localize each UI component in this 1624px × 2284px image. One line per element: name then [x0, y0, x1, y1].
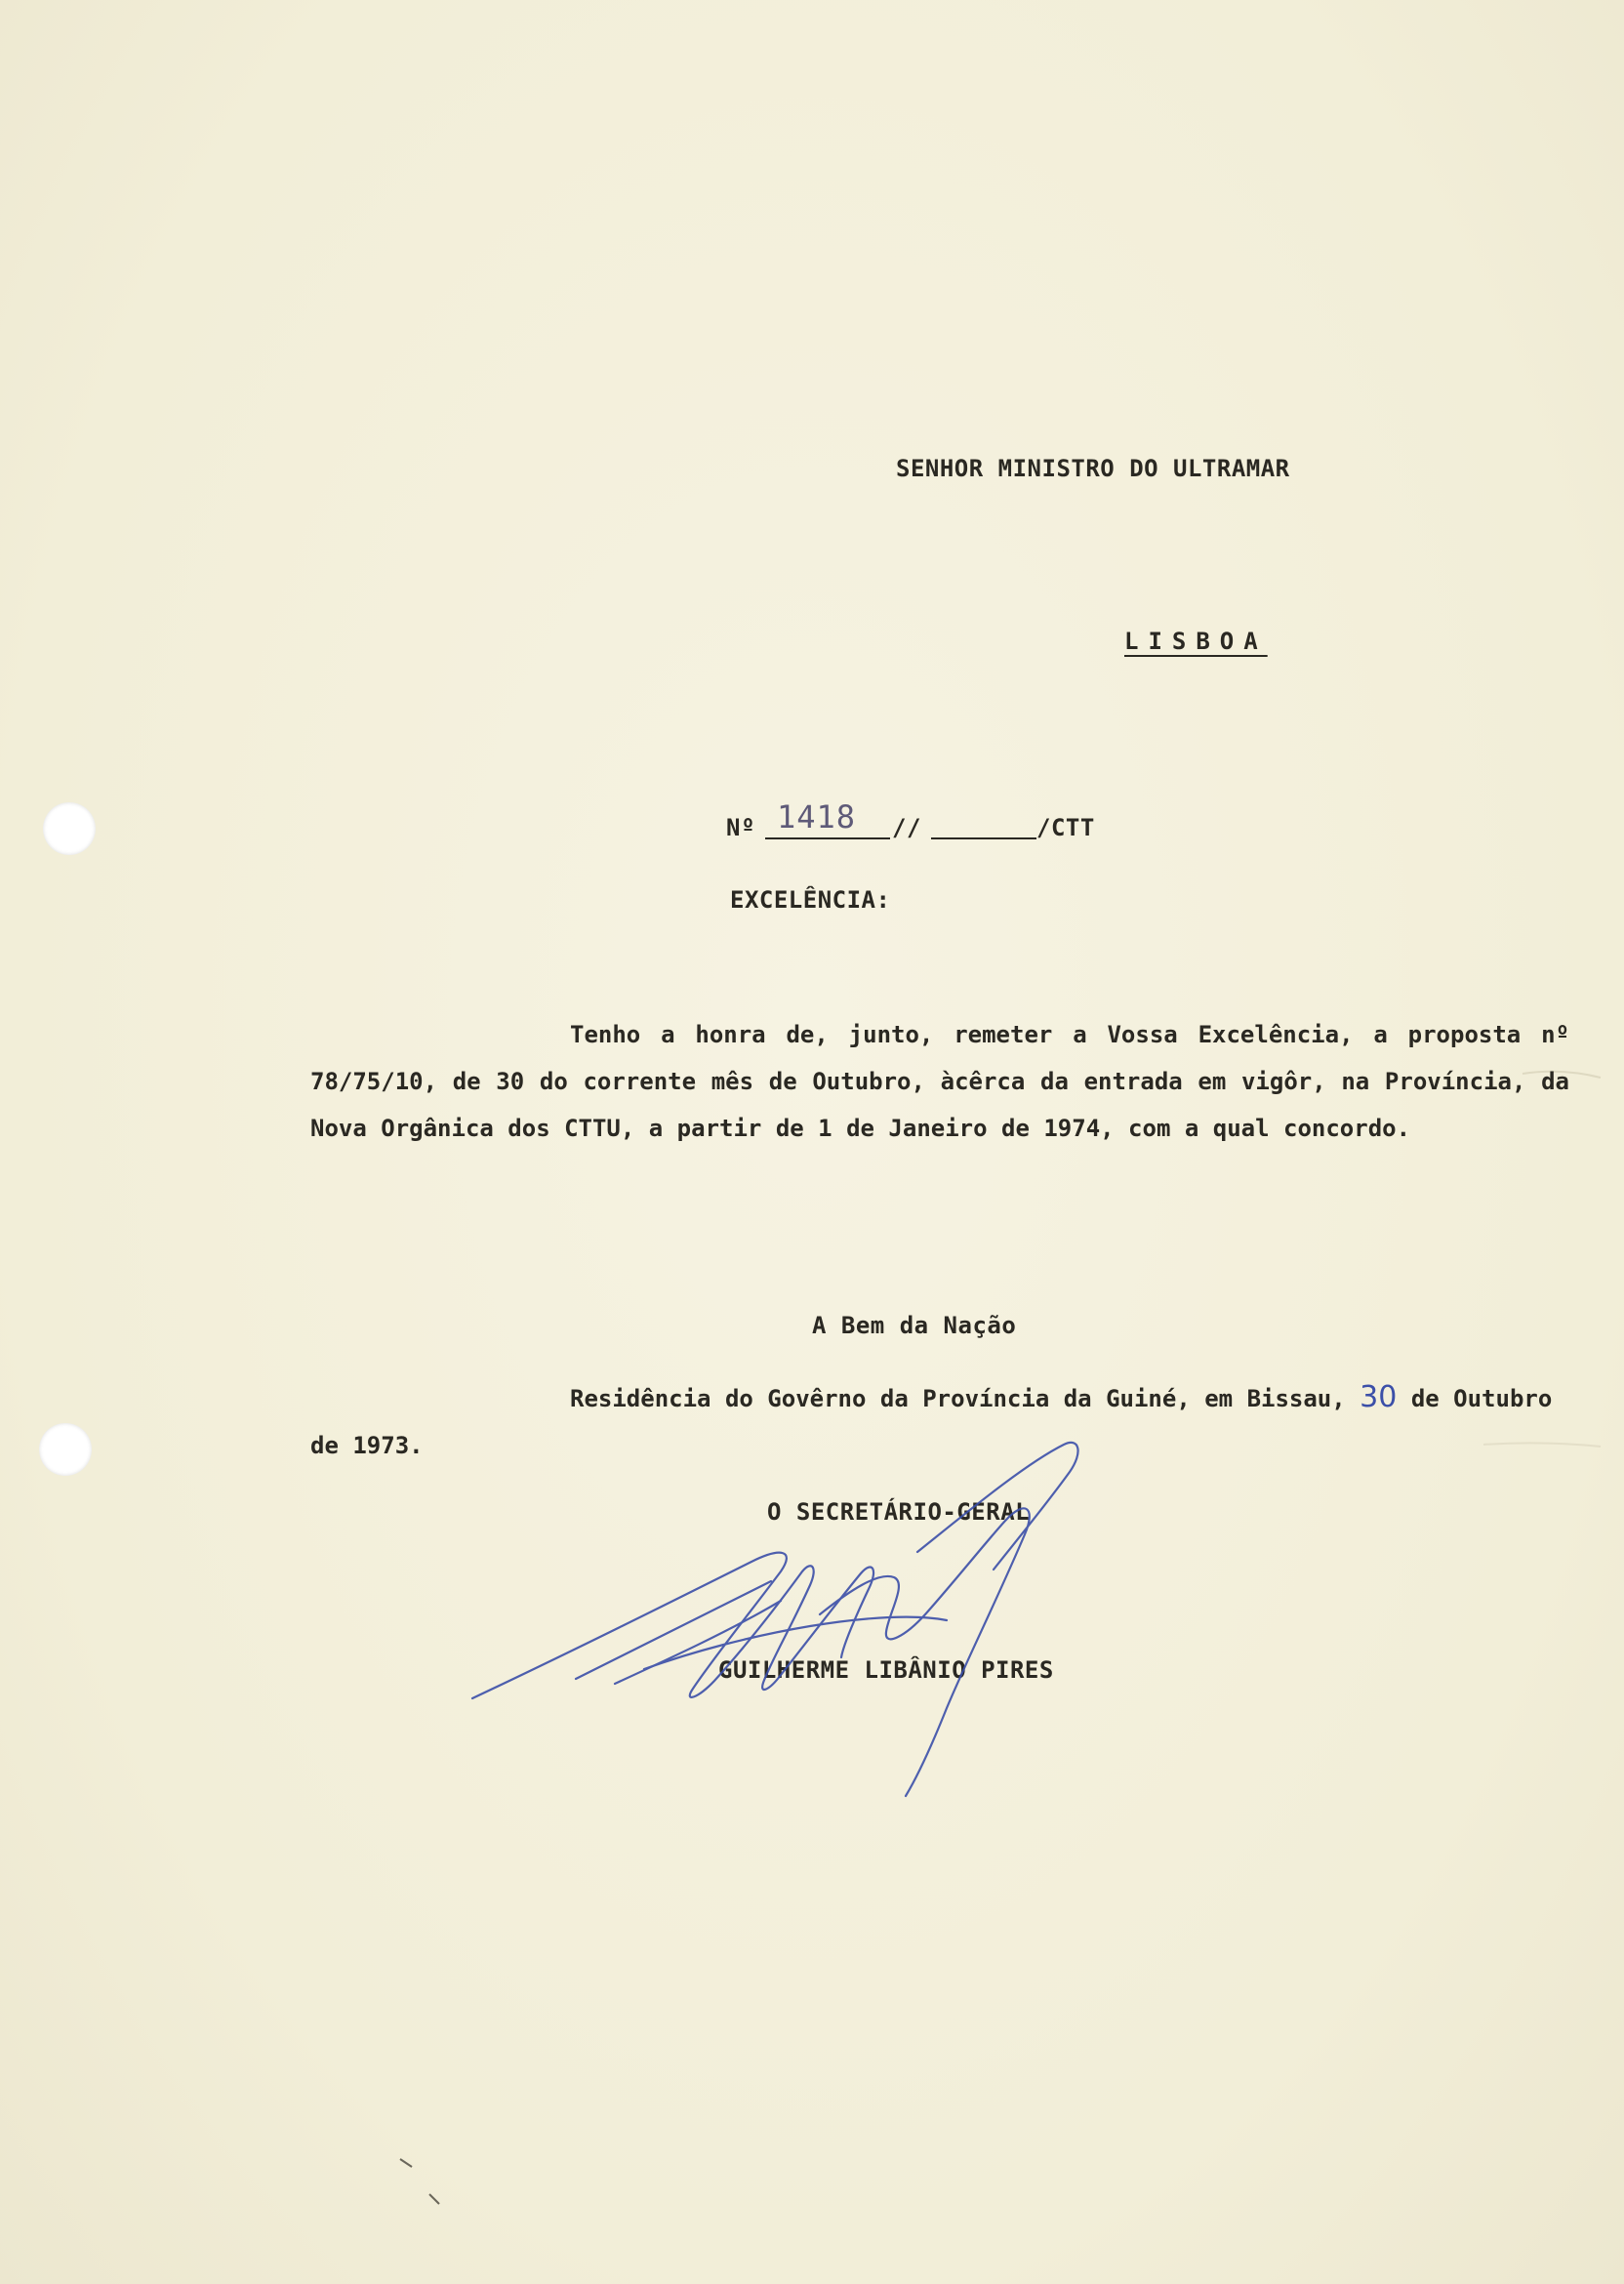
punch-hole-top — [43, 802, 96, 855]
city: LISBOA — [1124, 628, 1268, 655]
punch-hole-bottom — [39, 1423, 92, 1476]
place-date-text-before: Residência do Govêrno da Província da Guiné, em Bissau, — [570, 1385, 1346, 1412]
reference-line — [726, 798, 1095, 849]
salutation: EXCELÊNCIA: — [730, 886, 891, 914]
reference-suffix: /CTT — [1036, 814, 1095, 841]
signer-title: O SECRETÁRIO-GERAL — [767, 1498, 1031, 1526]
reference-prefix: Nº — [726, 814, 755, 841]
addressee: SENHOR MINISTRO DO ULTRAMAR — [896, 455, 1290, 482]
handwritten-day: 30 — [1360, 1380, 1398, 1414]
closing-formula: A Bem da Nação — [812, 1312, 1017, 1339]
body-paragraph: Tenho a honra de, junto, remeter a Vossa Excelência, a proposta nº 78/75/10, de 30 do corrente mês de Outubro, àcêrca da entrada em vigôr, na Província, da Nova Orgânica dos CTTU, a partir de 1 de Janeiro de 1974, com a qual concordo. — [310, 1021, 1569, 1142]
signer-name: GUILHERME LIBÂNIO PIRES — [718, 1656, 1054, 1684]
reference-separator: // — [892, 814, 921, 841]
place-date-text-after: de Outubro de 1973. — [310, 1385, 1553, 1459]
reference-blank-number — [765, 837, 890, 839]
handwritten-signature — [459, 1406, 1220, 1815]
reference-blank-year — [931, 837, 1036, 839]
reference-number-stamp: 1418 — [777, 798, 857, 836]
